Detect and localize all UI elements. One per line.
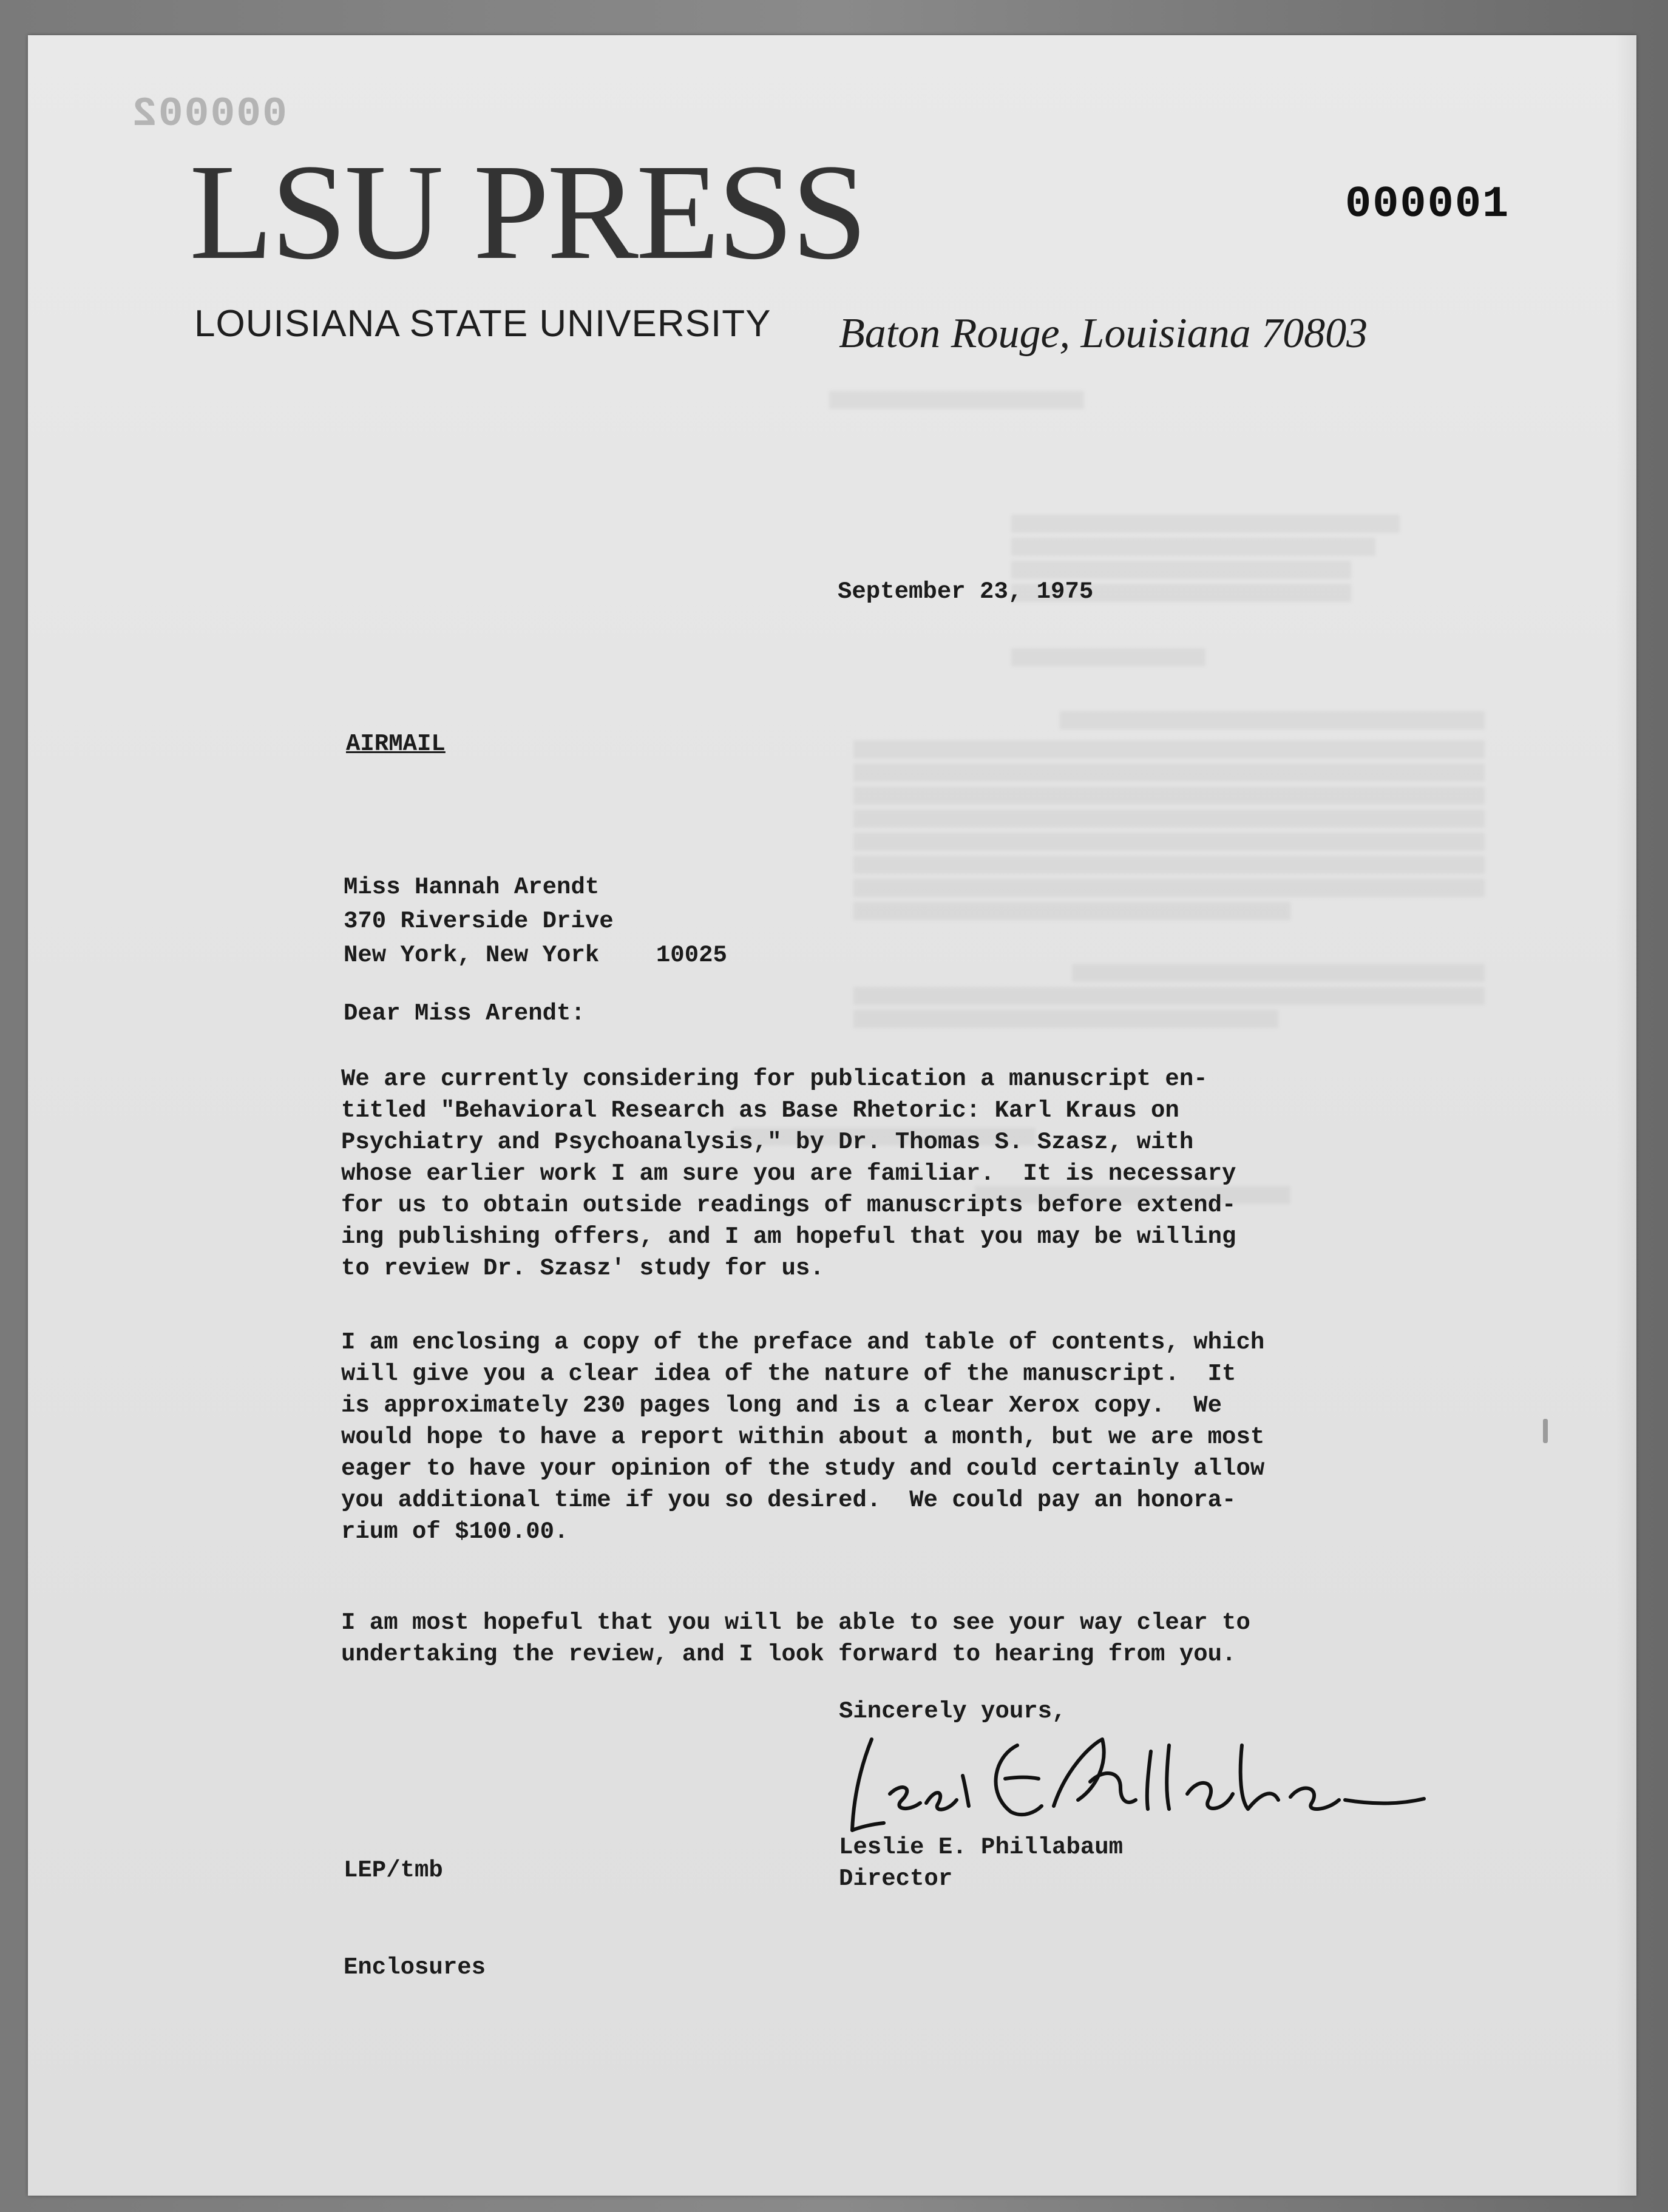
text-line: I am enclosing a copy of the preface and table of contents, which bbox=[341, 1329, 1265, 1356]
paragraph-3 bbox=[341, 1607, 1446, 1670]
delivery-method: AIRMAIL bbox=[346, 731, 446, 757]
paragraph-1 bbox=[341, 1063, 1446, 1284]
recipient-name: Miss Hannah Arendt bbox=[344, 874, 600, 901]
text-line: to review Dr. Szasz' study for us. bbox=[341, 1255, 824, 1282]
document-number: 000001 bbox=[1345, 180, 1510, 229]
text-line: rium of $100.00. bbox=[341, 1518, 569, 1545]
text-line: I am most hopeful that you will be able to see your way clear to bbox=[341, 1609, 1250, 1636]
press-logo: LSU PRESS bbox=[189, 136, 866, 288]
paper-edge-shadow bbox=[1616, 35, 1636, 2196]
text-line: will give you a clear idea of the nature of the manuscript. It bbox=[341, 1361, 1236, 1387]
text-line: whose earlier work I am sure you are familiar. It is necessary bbox=[341, 1160, 1236, 1187]
signer-block bbox=[839, 1831, 1123, 1895]
enclosures-note: Enclosures bbox=[344, 1954, 486, 1981]
text-line: would hope to have a report within about a month, but we are most bbox=[341, 1424, 1265, 1450]
recipient-street: 370 Riverside Drive bbox=[344, 908, 614, 935]
closing: Sincerely yours, bbox=[839, 1698, 1066, 1725]
signer-name: Leslie E. Phillabaum bbox=[839, 1834, 1124, 1861]
text-line: is approximately 230 pages long and is a clear Xerox copy. We bbox=[341, 1392, 1222, 1419]
signer-title: Director bbox=[839, 1865, 953, 1892]
text-line: ing publishing offers, and I am hopeful that you may be willing bbox=[341, 1223, 1236, 1250]
reference-initials: LEP/tmb bbox=[344, 1857, 443, 1884]
text-line: you additional time if you so desired. We could pay an honora- bbox=[341, 1487, 1236, 1514]
letter-date: September 23, 1975 bbox=[838, 578, 1094, 605]
text-line: eager to have your opinion of the study and could certainly allow bbox=[341, 1455, 1265, 1482]
university-name: LOUISIANA STATE UNIVERSITY bbox=[194, 303, 771, 345]
recipient-city: New York, New York 10025 bbox=[344, 942, 727, 969]
text-line: undertaking the review, and I look forward to hearing from you. bbox=[341, 1641, 1236, 1668]
handwritten-signature bbox=[835, 1721, 1430, 1842]
press-address: Baton Rouge, Louisiana 70803 bbox=[839, 310, 1368, 357]
text-line: titled "Behavioral Research as Base Rhetoric: Karl Kraus on bbox=[341, 1097, 1179, 1124]
text-line: Psychiatry and Psychoanalysis," by Dr. Thomas S. Szasz, with bbox=[341, 1129, 1194, 1155]
text-line: for us to obtain outside readings of manuscripts before extend- bbox=[341, 1192, 1236, 1219]
paper-speck bbox=[1543, 1419, 1548, 1443]
paragraph-2 bbox=[341, 1327, 1446, 1547]
recipient-address bbox=[344, 870, 727, 972]
text-line: We are currently considering for publication a manuscript en- bbox=[341, 1066, 1208, 1092]
letter-page bbox=[28, 35, 1636, 2196]
salutation: Dear Miss Arendt: bbox=[344, 1000, 585, 1027]
reverse-document-number: 000002 bbox=[131, 91, 287, 138]
